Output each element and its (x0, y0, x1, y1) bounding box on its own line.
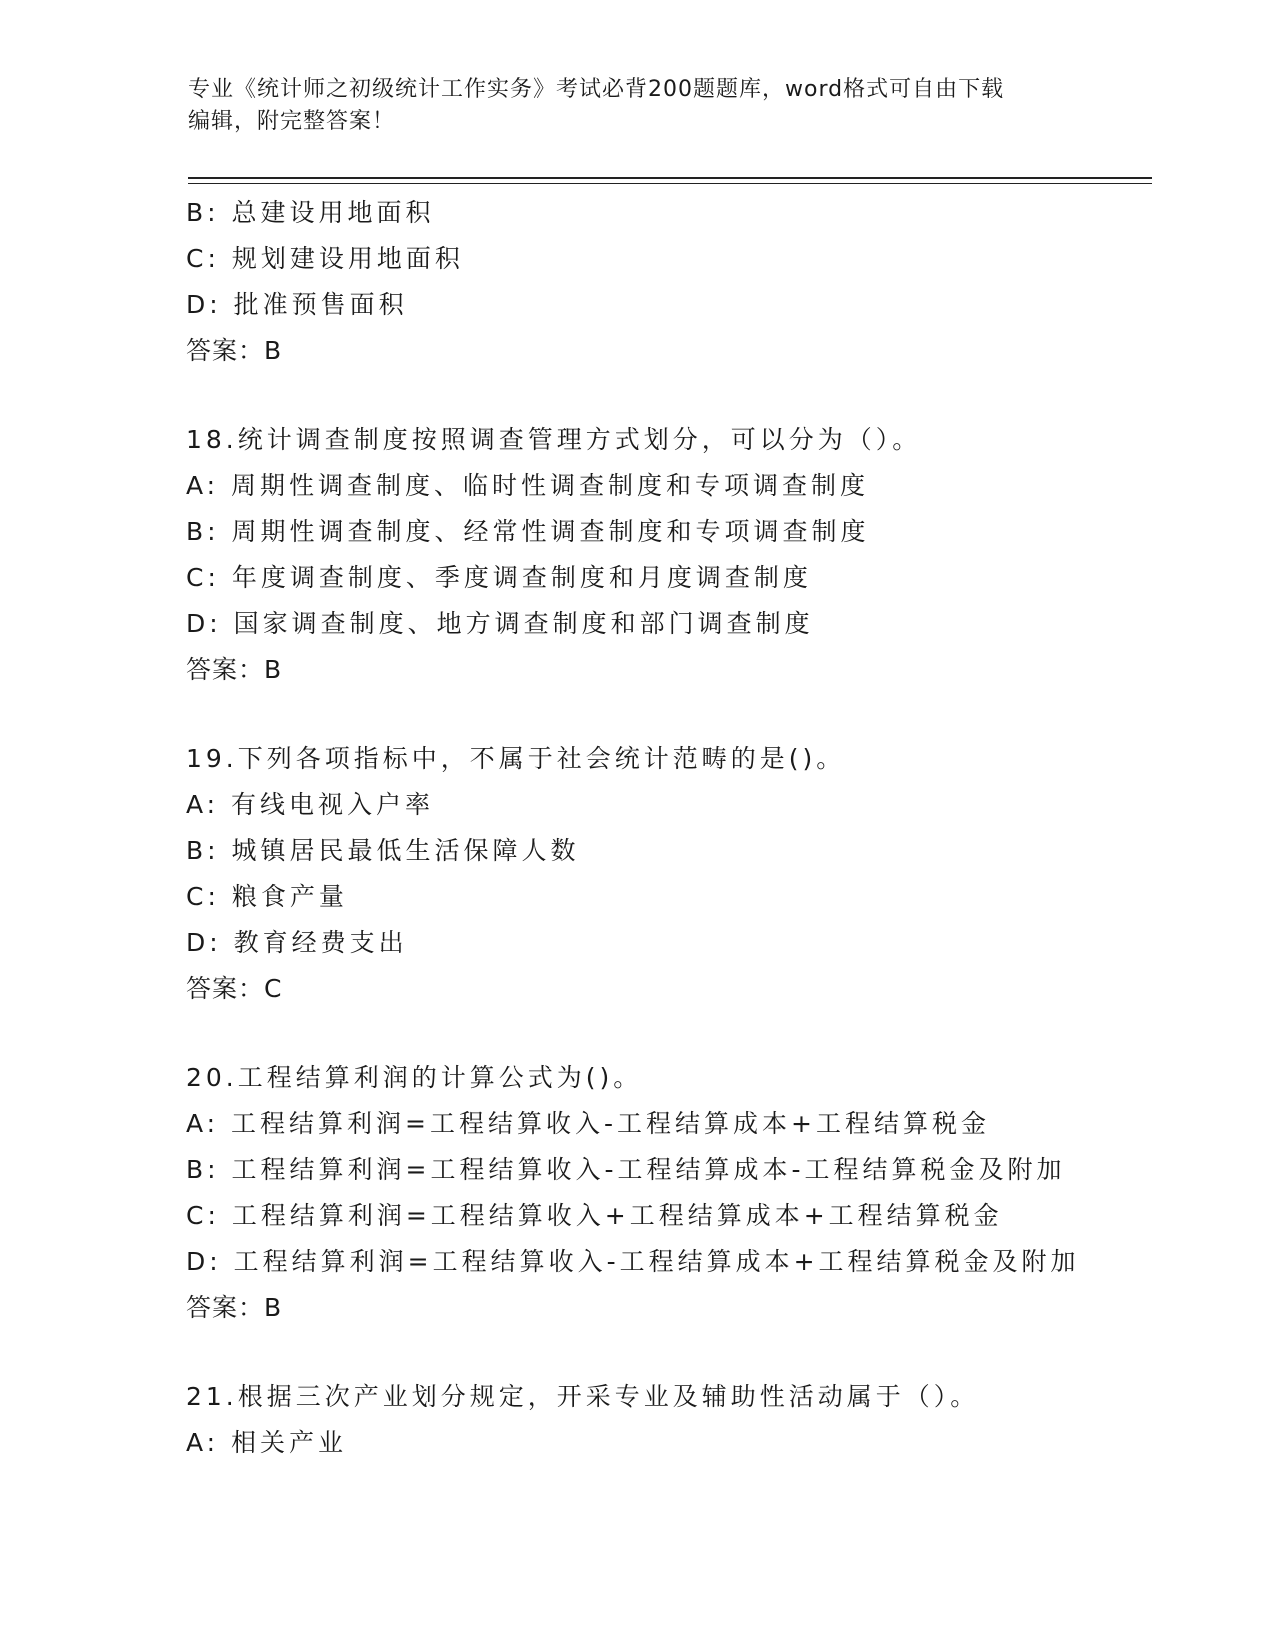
question-text: 18.统计调查制度按照调查管理方式划分，可以分为（）。 (186, 425, 922, 454)
option-d: D: 批准预售面积 (186, 290, 408, 319)
question-text: 19.下列各项指标中，不属于社会统计范畴的是()。 (186, 744, 846, 773)
answer-line: 答案：B (186, 655, 283, 684)
block-spacer (186, 1331, 1146, 1374)
option-a: A: 工程结算利润=工程结算收入-工程结算成本+工程结算税金 (186, 1109, 990, 1138)
option-c: C: 规划建设用地面积 (186, 244, 464, 273)
question-block (186, 1055, 1146, 1331)
document-header (188, 74, 1088, 138)
header-line-2: 编辑，附完整答案！ (188, 109, 396, 134)
question-block (186, 190, 1146, 374)
option-a: A: 有线电视入户率 (186, 790, 435, 819)
header-rule-thin (188, 183, 1152, 184)
option-a: A: 周期性调查制度、临时性调查制度和专项调查制度 (186, 471, 870, 500)
block-spacer (186, 374, 1146, 417)
option-b: B: 城镇居民最低生活保障人数 (186, 836, 580, 865)
option-b: B: 工程结算利润=工程结算收入-工程结算成本-工程结算税金及附加 (186, 1155, 1066, 1184)
header-line-1: 专业《统计师之初级统计工作实务》考试必背200题题库，word格式可自由下载 (188, 77, 1005, 102)
question-block (186, 736, 1146, 1012)
question-block (186, 417, 1146, 693)
option-c: C: 粮食产量 (186, 882, 348, 911)
answer-line: 答案：C (186, 974, 283, 1003)
option-b: B: 总建设用地面积 (186, 198, 435, 227)
option-d: D: 教育经费支出 (186, 928, 408, 957)
question-text: 20.工程结算利润的计算公式为()。 (186, 1063, 643, 1092)
answer-line: 答案：B (186, 1293, 283, 1322)
option-d: D: 国家调查制度、地方调查制度和部门调查制度 (186, 609, 814, 638)
header-rule-thick (188, 177, 1152, 179)
option-b: B: 周期性调查制度、经常性调查制度和专项调查制度 (186, 517, 870, 546)
option-c: C: 工程结算利润=工程结算收入+工程结算成本+工程结算税金 (186, 1201, 1003, 1230)
option-c: C: 年度调查制度、季度调查制度和月度调查制度 (186, 563, 812, 592)
option-a: A: 相关产业 (186, 1428, 348, 1457)
question-block (186, 1374, 1146, 1466)
answer-line: 答案：B (186, 336, 283, 365)
block-spacer (186, 693, 1146, 736)
question-list (186, 190, 1146, 1466)
option-d: D: 工程结算利润=工程结算收入-工程结算成本+工程结算税金及附加 (186, 1247, 1080, 1276)
question-text: 21.根据三次产业划分规定，开采专业及辅助性活动属于（）。 (186, 1382, 980, 1411)
block-spacer (186, 1012, 1146, 1055)
